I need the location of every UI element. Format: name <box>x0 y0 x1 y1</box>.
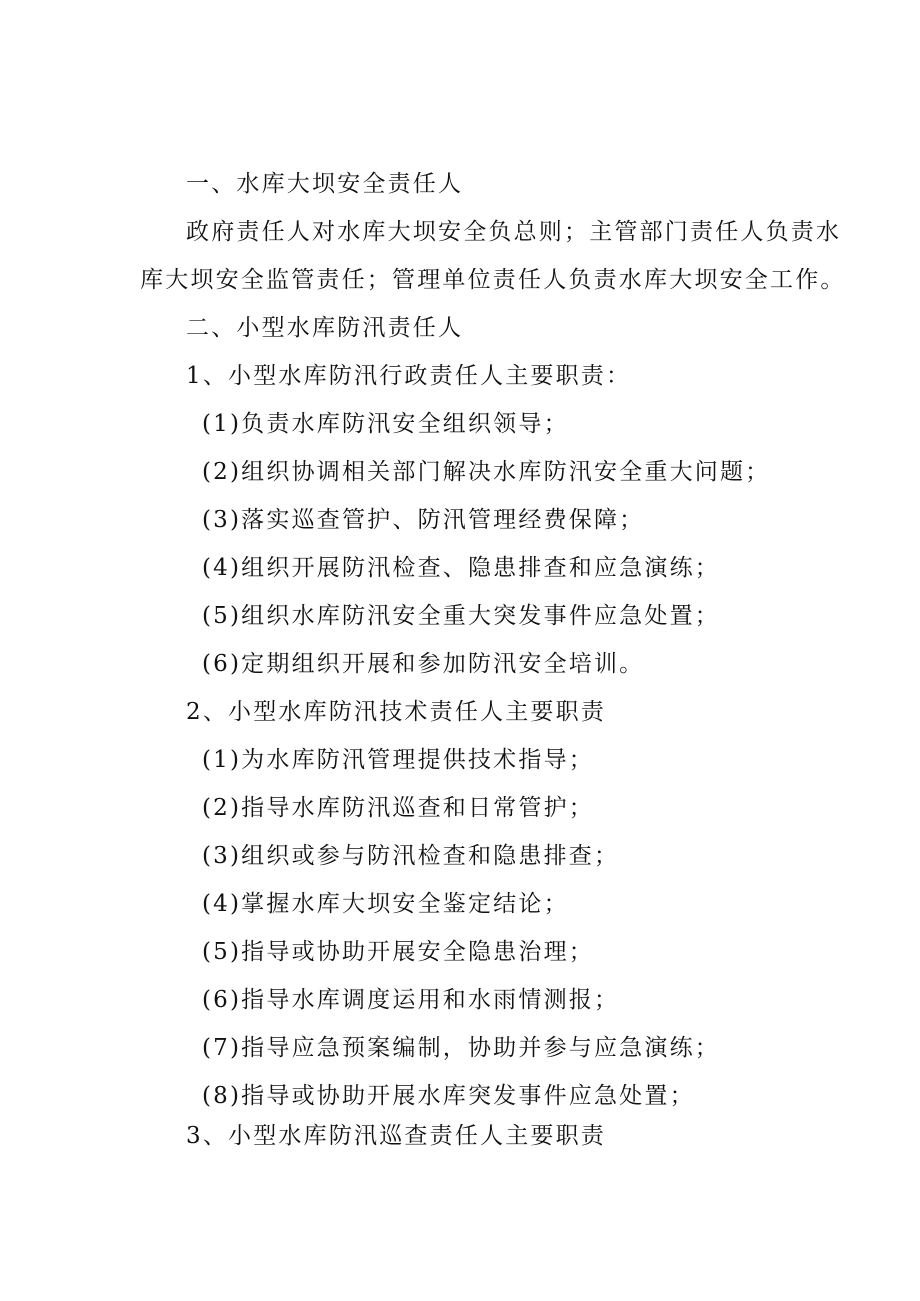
sub1-item: (5)组织水库防汛安全重大突发事件应急处置； <box>202 603 720 629</box>
sub2-item: (1)为水库防汛管理提供技术指导； <box>202 747 594 773</box>
sub1-item: (1)负责水库防汛安全组织领导； <box>202 411 569 437</box>
sub1-title: 1、小型水库防汛行政责任人主要职责： <box>186 363 632 389</box>
sub2-item: (2)指导水库防汛巡查和日常管护； <box>202 795 594 821</box>
sub1-item: (3)落实巡查管护、防汛管理经费保障； <box>202 507 645 533</box>
sub1-item: (2)组织协调相关部门解决水库防汛安全重大问题； <box>202 459 771 485</box>
sub1-item: (6)定期组织开展和参加防汛安全培训。 <box>202 651 645 677</box>
sub2-title: 2、小型水库防汛技术责任人主要职责 <box>186 699 607 725</box>
sub2-item: (4)掌握水库大坝安全鉴定结论； <box>202 891 569 917</box>
section1-paragraph-line1: 政府责任人对水库大坝安全负总则；主管部门责任人负责水 <box>186 219 842 245</box>
sub2-item: (3)组织或参与防汛检查和隐患排查； <box>202 843 620 869</box>
section2-heading: 二、小型水库防汛责任人 <box>186 315 464 341</box>
sub2-item: (8)指导或协助开展水库突发事件应急处置； <box>202 1083 695 1109</box>
section1-heading: 一、水库大坝安全责任人 <box>186 171 464 197</box>
sub2-item: (5)指导或协助开展安全隐患治理； <box>202 939 594 965</box>
section1-paragraph-line2: 库大坝安全监管责任；管理单位责任人负责水库大坝安全工作。 <box>140 267 846 293</box>
sub3-title: 3、小型水库防汛巡查责任人主要职责 <box>186 1123 607 1149</box>
sub2-item: (6)指导水库调度运用和水雨情测报； <box>202 987 620 1013</box>
sub1-item: (4)组织开展防汛检查、隐患排查和应急演练； <box>202 555 720 581</box>
sub2-item: (7)指导应急预案编制，协助并参与应急演练； <box>202 1035 720 1061</box>
